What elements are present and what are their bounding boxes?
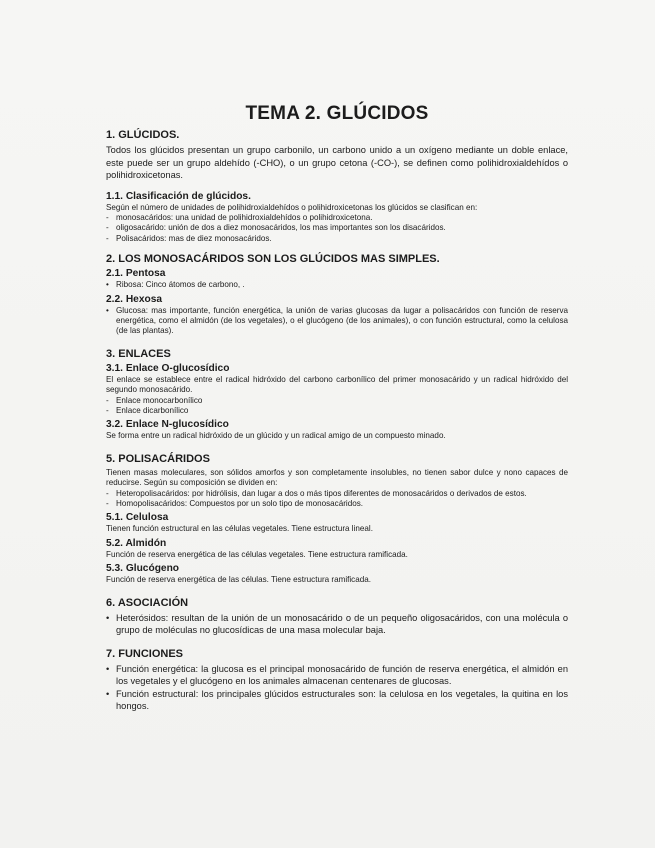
- subsection-celulosa: [106, 512, 568, 534]
- list-item: • Heterósidos: resultan de la unión de un monosacárido o de un pequeño oligosacáridos, con una molécula o grupo de moléculas no glucosídicas de una masa molecular baja.: [106, 612, 568, 636]
- list-item: • Función energética: la glucosa es el principal monosacárido de función de reserva energética, el almidón en los vegetales y el glucógeno en los animales almacenan centenares de glucosas.: [106, 663, 568, 687]
- dash-marker: -: [106, 488, 109, 498]
- section-heading: 5. POLISACÁRIDOS: [106, 452, 210, 465]
- paragraph: El enlace se establece entre el radical hidróxido del carbono carbonílico del primer monosacárido y un radical hidróxido del segundo monosacárido.: [106, 374, 568, 395]
- list: [106, 612, 568, 637]
- page-title: TEMA 2. GLÚCIDOS: [245, 103, 429, 124]
- list-item: • Glucosa: mas importante, función energética, la unión de varias glucosas da lugar a polisacáridos con función de reserva energética, como el almidón (de los vegetales), o el glucógeno (de los animales), o con función estructural, como la celulosa (de las plantas).: [106, 305, 568, 336]
- list: [106, 280, 568, 290]
- paragraph: Función de reserva energética de las células vegetales. Tiene estructura ramificada.: [106, 549, 408, 559]
- subsection-clasificacion: [106, 191, 568, 245]
- dash-marker: -: [106, 223, 109, 233]
- subsection-heading: 5.3. Glucógeno: [106, 563, 180, 575]
- section-heading: 3. ENLACES: [106, 347, 171, 360]
- list-item: - monosacáridos: una unidad de polihidroxialdehídos o polihidroxicetona.: [106, 212, 373, 222]
- paragraph: Se forma entre un radical hidróxido de un glúcido y un radical amigo de un compuesto minado.: [106, 431, 446, 441]
- paragraph: Tienen función estructural en las células vegetales. Tiene estructura lineal.: [106, 524, 373, 534]
- subsection-glucogeno: [106, 563, 568, 585]
- subsection-heading: 5.2. Almidón: [106, 537, 167, 549]
- section-funciones: [106, 648, 568, 713]
- section-heading: 6. ASOCIACIÓN: [106, 596, 189, 609]
- list: [106, 663, 568, 713]
- list-item: - Heteropolisacáridos: por hidrólisis, dan lugar a dos o más tipos diferentes de monosacáridos o derivados de estos.: [106, 488, 527, 498]
- bullet-marker: •: [106, 305, 109, 315]
- bullet-marker: •: [106, 663, 110, 674]
- subsection-pentosa: [106, 268, 568, 290]
- list-item: • Función estructural: los principales glúcidos estructurales son: la celulosa en los vegetales, la quitina en los hongos.: [106, 688, 568, 712]
- list-item: • Ribosa: Cinco átomos de carbono, .: [106, 280, 245, 290]
- section-heading: 7. FUNCIONES: [106, 647, 184, 660]
- list-item: - Polisacáridos: mas de diez monosacáridos.: [106, 233, 272, 243]
- list-item: - oligosacárido: unión de dos a diez monosacáridos, los mas importantes son los disacáridos.: [106, 223, 446, 233]
- subsection-heading: 3.1. Enlace O-glucosídico: [106, 362, 230, 374]
- list: [106, 306, 568, 337]
- dash-marker: -: [106, 233, 109, 243]
- list-item: - Homopolisacáridos: Compuestos por un solo tipo de monosacáridos.: [106, 499, 363, 508]
- subsection-heading: 5.1. Celulosa: [106, 512, 169, 524]
- section-heading: 2. LOS MONOSACÁRIDOS SON LOS GLÚCIDOS MAS SIMPLES.: [106, 253, 440, 266]
- section-asociacion: [106, 597, 568, 637]
- dash-marker: -: [106, 212, 109, 222]
- list: [106, 213, 568, 244]
- paragraph: Tienen masas moleculares, son sólidos amorfos y son completamente insolubles, no tienen sabor dulce y nono capaces de reducirse. Según su composición se dividen en:: [106, 467, 568, 488]
- list-item: - Enlace monocarbonílico: [106, 395, 203, 405]
- bullet-marker: •: [106, 612, 110, 623]
- subsection-enlace-n: [106, 419, 568, 441]
- section-glucidos: [106, 129, 568, 244]
- list-item: - Enlace dicarbonílico: [106, 405, 189, 415]
- subsection-heading: 3.2. Enlace N-glucosídico: [106, 419, 229, 431]
- document-content: [106, 103, 568, 724]
- section-polisacaridos: [106, 453, 568, 586]
- section-enlaces: [106, 348, 568, 442]
- dash-marker: -: [106, 499, 109, 508]
- list: [106, 489, 568, 510]
- section-monosacaridos: [106, 253, 568, 337]
- paragraph: Todos los glúcidos presentan un grupo carbonilo, un carbono unido a un oxígeno mediante un doble enlace, este puede ser un grupo aldehído (-CHO), o un grupo cetona (-CO-), se definen como polihidroxialdehídos o polihidroxicetonas.: [106, 145, 568, 180]
- subsection-heading: 2.1. Pentosa: [106, 268, 166, 280]
- dash-marker: -: [106, 395, 109, 405]
- dash-marker: -: [106, 405, 109, 415]
- paragraph: Función de reserva energética de las células. Tiene estructura ramificada.: [106, 575, 371, 585]
- subsection-almidon: [106, 538, 568, 560]
- subsection-enlace-o: [106, 363, 568, 417]
- bullet-marker: •: [106, 688, 110, 699]
- bullet-marker: •: [106, 280, 109, 290]
- subsection-heading: 2.2. Hexosa: [106, 293, 163, 305]
- section-heading: 1. GLÚCIDOS.: [106, 129, 180, 141]
- subsection-heading: 1.1. Clasificación de glúcidos.: [106, 190, 251, 202]
- list: [106, 396, 568, 417]
- subsection-hexosa: [106, 294, 568, 337]
- paragraph: Según el número de unidades de polihidroxialdehídos o polihidroxicetonas los glúcidos se clasifican en:: [106, 202, 478, 212]
